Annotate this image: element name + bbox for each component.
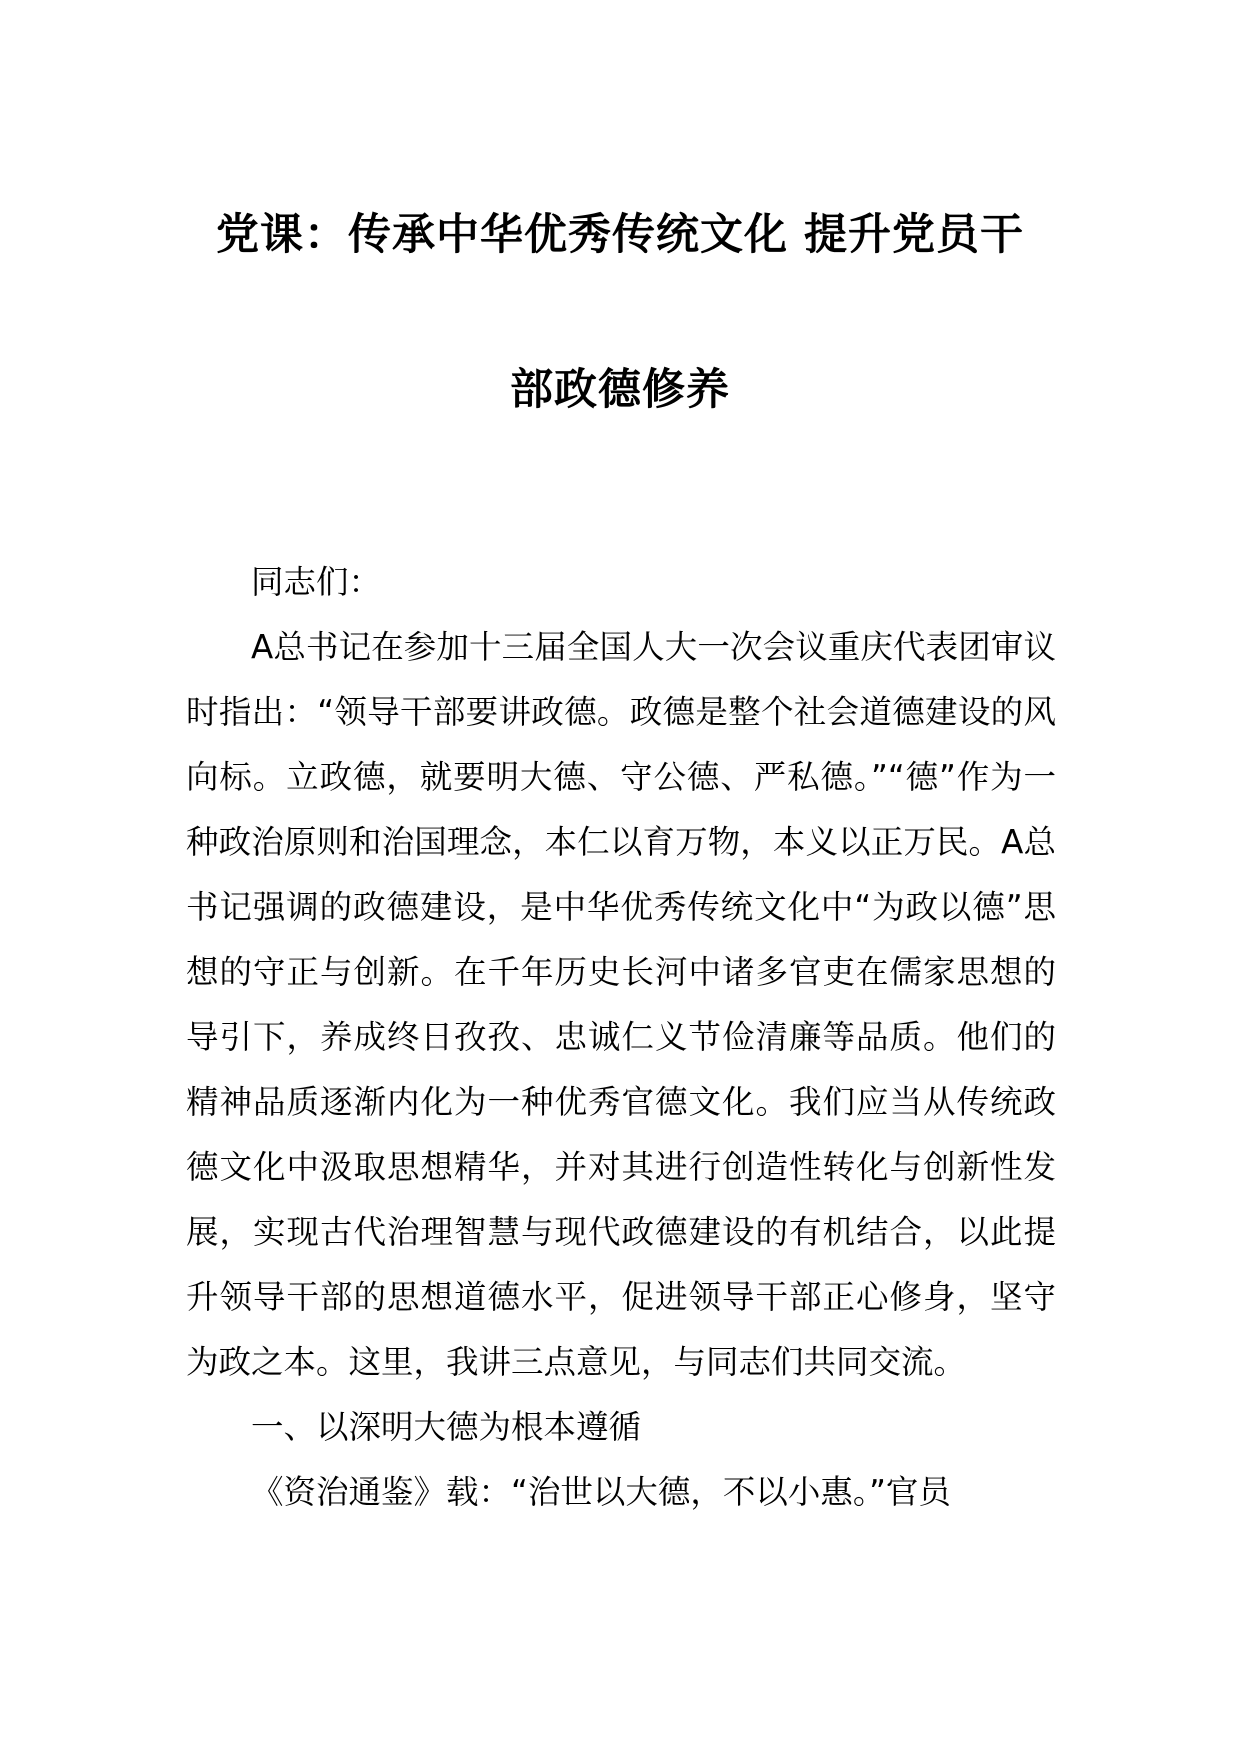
section-heading-1: 一、以深明大德为根本遵循: [251, 1408, 642, 1446]
salutation: 同志们：: [251, 563, 382, 601]
document-body: [186, 550, 1056, 1525]
document-title-line-2: 部政德修养: [510, 365, 730, 415]
document-title-line-1: 党课：传承中华优秀传统文化 提升党员干: [216, 210, 1024, 260]
body-paragraph-1: A总书记在参加十三届全国人大一次会议重庆代表团审议时指出：“领导干部要讲政德。政德是整个社会道德建设的风向标。立政德，就要明大德、守公德、严私德。”“德”作为一种政治原则和治国理念，本仁以育万物，本义以正万民。A总书记强调的政德建设，是中华优秀传统文化中“为政以德”思想的守正与创新。在千年历史长河中诸多官吏在儒家思想的导引下，养成终日孜孜、忠诚仁义节俭清廉等品质。他们的精神品质逐渐内化为一种优秀官德文化。我们应当从传统政德文化中汲取思想精华，并对其进行创造性转化与创新性发展，实现古代治理智慧与现代政德建设的有机结合，以此提升领导干部的思想道德水平，促进领导干部正心修身，坚守为政之本。这里，我讲三点意见，与同志们共同交流。: [186, 628, 1056, 1381]
body-paragraph-2: 《资治通鉴》载：“治世以大德，不以小惠。”官员: [251, 1473, 951, 1511]
